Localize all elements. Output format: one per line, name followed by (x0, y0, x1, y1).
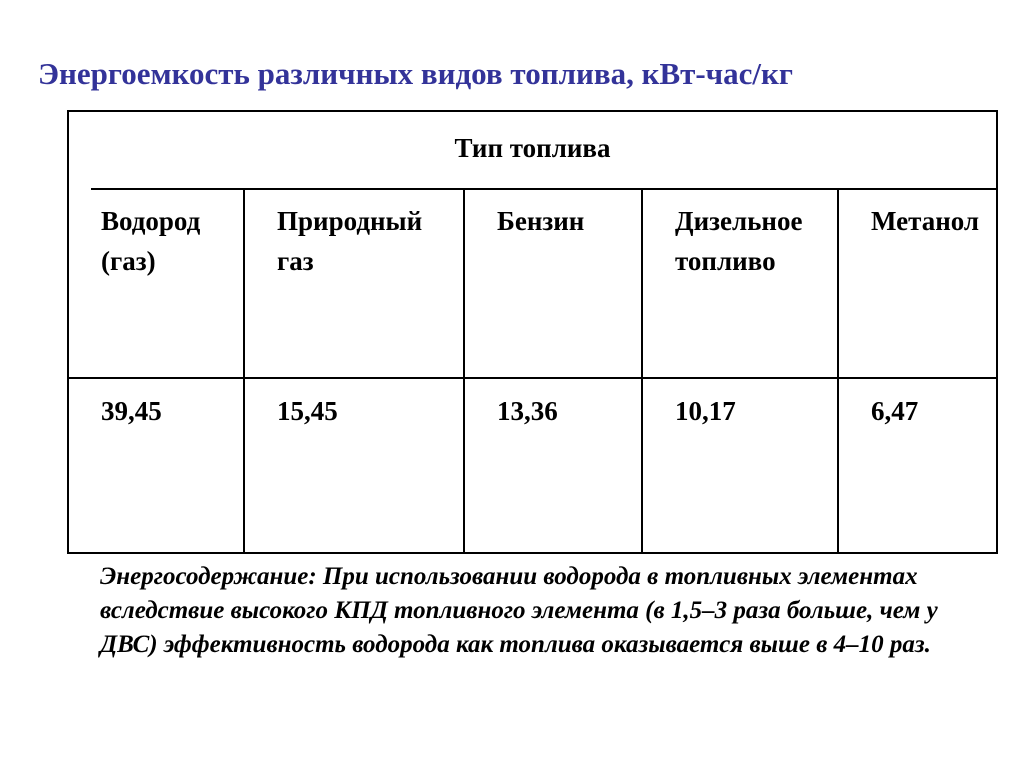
fuel-energy-table (67, 110, 998, 554)
fuel-name-cell: Водород (газ) (68, 189, 244, 378)
fuel-value-cell: 13,36 (464, 378, 642, 553)
table-row (68, 378, 997, 553)
fuel-value-cell: 10,17 (642, 378, 838, 553)
fuel-value-cell: 15,45 (244, 378, 464, 553)
table-row (68, 189, 997, 378)
table-header-cell (68, 111, 997, 189)
fuel-name-cell: Метанол (838, 189, 997, 378)
fuel-type-header: Тип топлива (454, 133, 611, 163)
fuel-name-cell: Дизельное топливо (642, 189, 838, 378)
slide-title: Энергоемкость различных видов топлива, кВт-час/кг (38, 56, 793, 91)
fuel-name-cell: Природный газ (244, 189, 464, 378)
table-header-row (68, 111, 997, 189)
fuel-value-cell: 39,45 (68, 378, 244, 553)
header-divider (91, 188, 996, 190)
energy-content-note: Энергосодержание: При использовании водорода в топливных элементах вследствие высокого КПД топливного элемента (в 1,5–3 раза больше, чем у ДВС) эффективность водорода как топлива оказывается выше в 4–10 раз. (100, 563, 938, 658)
fuel-value-cell: 6,47 (838, 378, 997, 553)
fuel-name-cell: Бензин (464, 189, 642, 378)
